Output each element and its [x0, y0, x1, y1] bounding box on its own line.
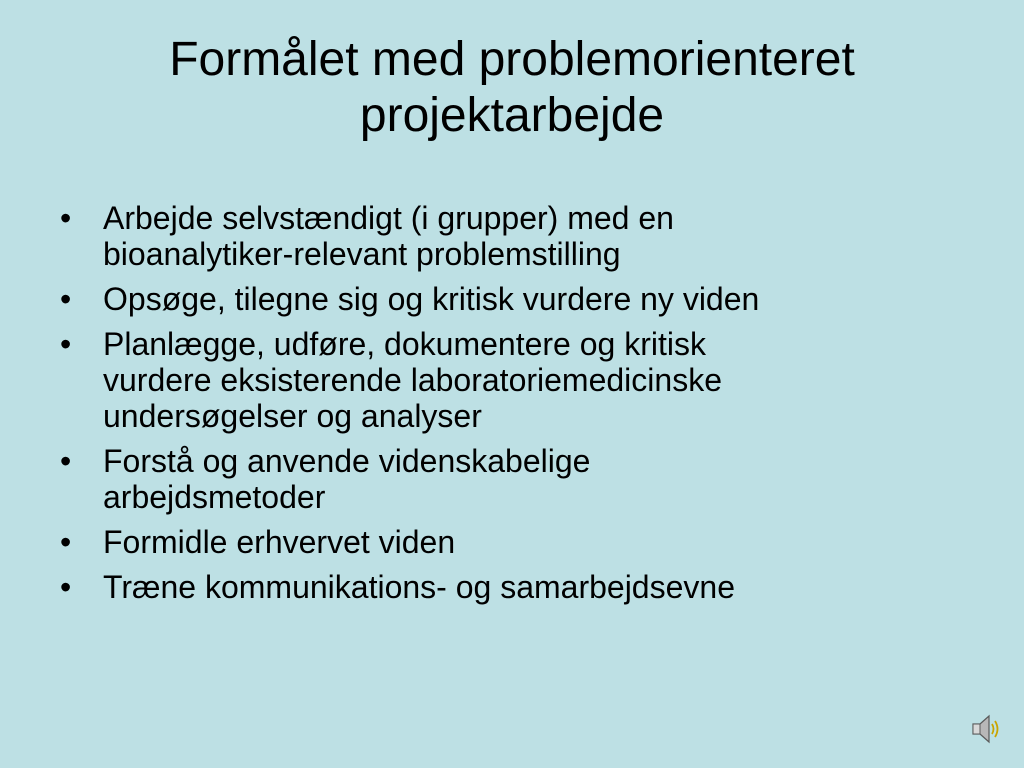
title-line-2: projektarbejde	[359, 89, 665, 142]
bullet-text-line: Træne kommunikations- og samarbejdsevne	[103, 569, 735, 605]
bullet-dot: •	[60, 524, 72, 560]
bullet-item	[60, 200, 960, 272]
bullet-list	[60, 200, 960, 614]
bullet-dot: •	[60, 326, 72, 362]
bullet-item	[60, 281, 960, 317]
bullet-text-line: undersøgelser og analyser	[103, 398, 482, 434]
bullet-text-line: Arbejde selvstændigt (i grupper) med en	[103, 200, 674, 236]
bullet-text-line: Forstå og anvende videnskabelige	[103, 443, 591, 479]
bullet-text-line: Formidle erhvervet viden	[103, 524, 456, 560]
bullet-dot: •	[60, 443, 72, 479]
bullet-item	[60, 524, 960, 560]
bullet-dot: •	[60, 281, 72, 317]
bullet-dot: •	[60, 200, 72, 236]
bullet-text-line: vurdere eksisterende laboratoriemedicinske	[103, 362, 722, 398]
bullet-dot: •	[60, 569, 72, 605]
bullet-text-line: Opsøge, tilegne sig og kritisk vurdere ny viden	[103, 281, 760, 317]
bullet-text-line: bioanalytiker-relevant problemstilling	[103, 236, 621, 272]
slide-title	[50, 32, 974, 144]
bullet-item	[60, 569, 960, 605]
bullet-item	[60, 326, 960, 434]
bullet-text-line: arbejdsmetoder	[103, 479, 326, 515]
title-line-1: Formålet med problemorienteret	[169, 33, 855, 86]
bullet-text-line: Planlægge, udføre, dokumentere og kritisk	[103, 326, 706, 362]
speaker-icon[interactable]	[970, 712, 1002, 746]
bullet-item	[60, 443, 960, 515]
